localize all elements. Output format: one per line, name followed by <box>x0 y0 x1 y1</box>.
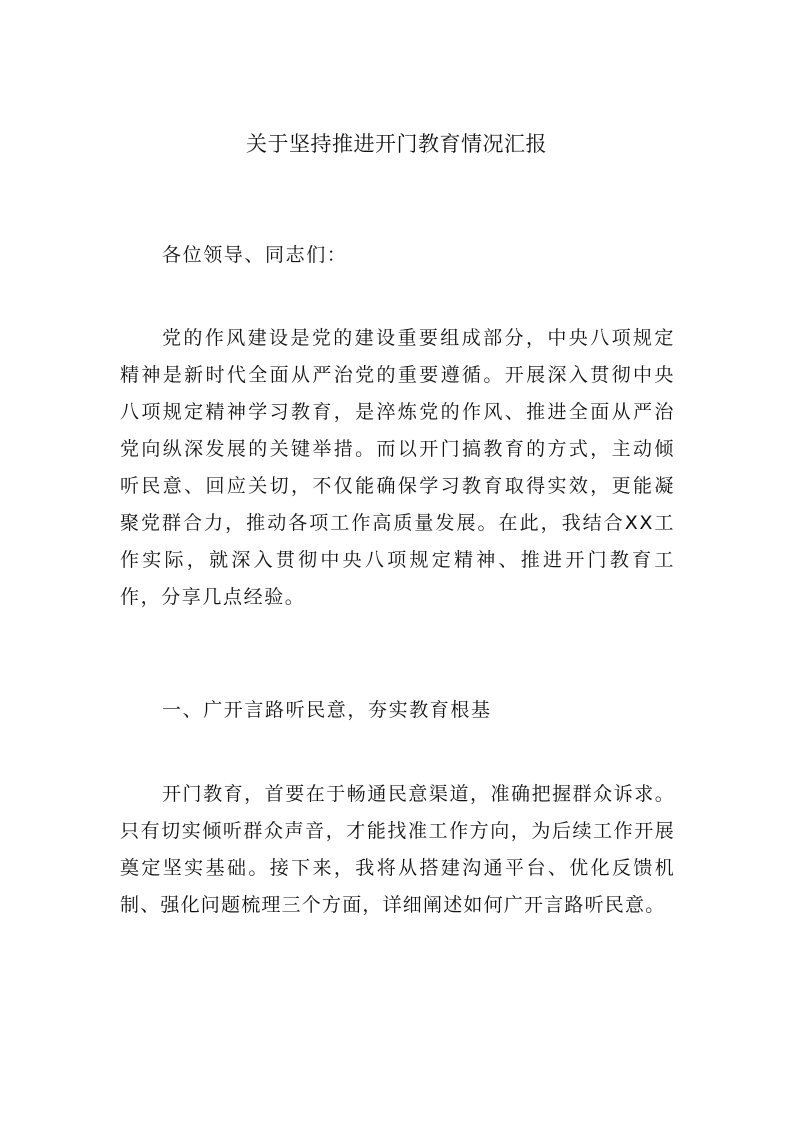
section-heading-1: 一、广开言路听民意，夯实教育根基 <box>162 699 492 721</box>
greeting-line: 各位领导、同志们： <box>162 244 348 266</box>
body-paragraph-1: 党的作风建设是党的建设重要组成部分，中央八项规定精神是新时代全面从严治党的重要遵循。开展深入贯彻中央八项规定精神学习教育，是淬炼党的作风、推进全面从严治党向纵深发展的关键举措。而以开门搞教育的方式，主动倾听民意、回应关切，不仅能确保学习教育取得实效，更能凝聚党群合力，推动各项工作高质量发展。在此，我结合XX工作实际，就深入贯彻中央八项规定精神、推进开门教育工作，分享几点经验。 <box>120 327 675 608</box>
document-title: 关于坚持推进开门教育情况汇报 <box>246 132 547 156</box>
body-paragraph-2: 开门教育，首要在于畅通民意渠道，准确把握群众诉求。只有切实倾听群众声音，才能找准工作方向，为后续工作开展奠定坚实基础。接下来，我将从搭建沟通平台、优化反馈机制、强化问题梳理三个方面，详细阐述如何广开言路听民意。 <box>120 783 675 916</box>
